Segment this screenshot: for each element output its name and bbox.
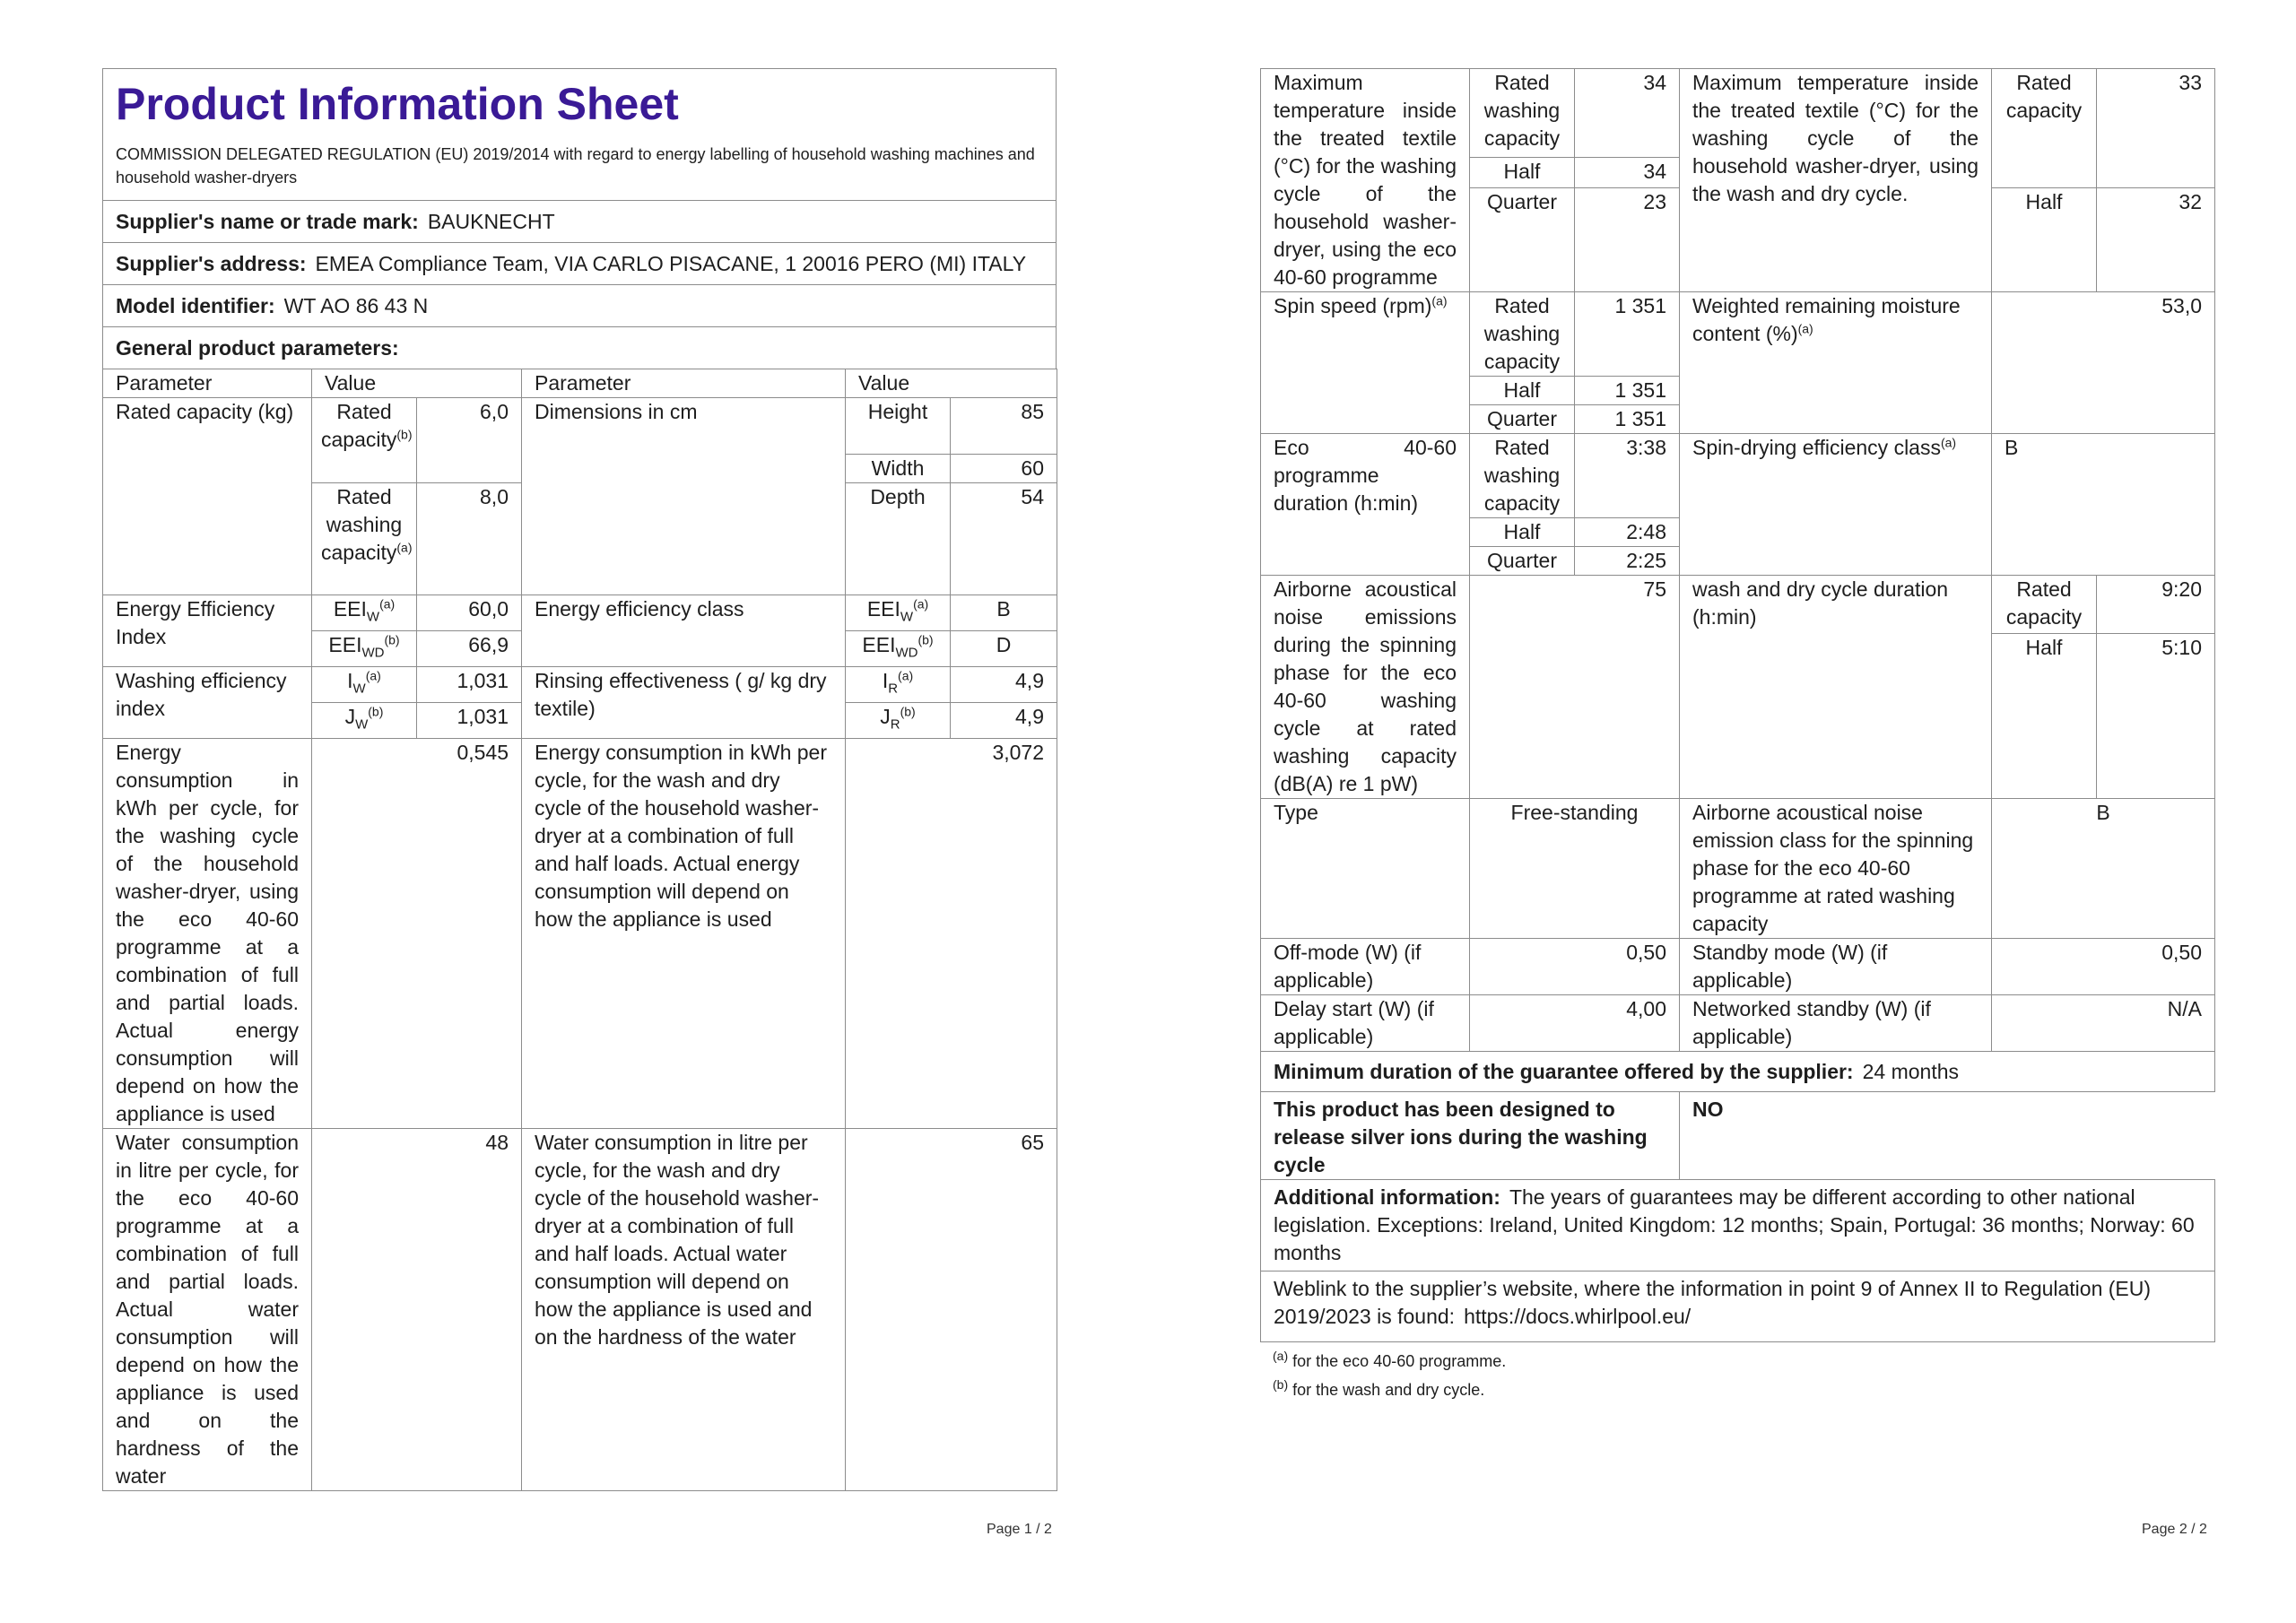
delay-value: 4,00 — [1470, 995, 1680, 1052]
water-cons-label: Water consumption in litre per cycle, for the eco 40-60 programme at a combination of full and partial loads. Actual water consumption will depend on how the appliance is used and on the hardness of the water — [103, 1129, 312, 1491]
page-2 — [1260, 68, 2214, 1405]
rinsing-label: Rinsing effectiveness ( g/ kg dry textile) — [522, 667, 846, 739]
noise-class-value: B — [1992, 799, 2215, 939]
page-number-1: Page 1 / 2 — [987, 1522, 1052, 1537]
table-row — [1261, 1271, 2215, 1342]
col-header-value: Value — [312, 369, 522, 398]
spin-speed-v3: 1 351 — [1575, 405, 1680, 434]
rated-capacity-label: Rated capacity (kg) — [103, 398, 312, 595]
water-cons-wd-label: Water consumption in litre per cycle, for the wash and dry cycle of the household washer-dryer at a combination of full and half loads. Actual water consumption will depend on how the appliance is used and on the hardness of the water — [522, 1129, 846, 1491]
washing-i-value: 1,031 — [417, 667, 522, 703]
guarantee-value: 24 months — [1862, 1060, 1960, 1083]
max-temp-wd-label: Maximum temperature inside the treated textile (°C) for the washing cycle of the household washer-dryer, using the wash and dry cycle. — [1680, 69, 1992, 292]
spin-speed-v1: 1 351 — [1575, 292, 1680, 377]
table-row — [103, 667, 1057, 703]
wd-duration-r2: Half — [1992, 633, 2097, 798]
water-cons-wd-value: 65 — [846, 1129, 1057, 1491]
washing-j-value: 1,031 — [417, 703, 522, 739]
max-temp-wd-v2: 32 — [2097, 187, 2215, 291]
rinsing-j-symbol: $J_R^{(b)}$ — [846, 703, 951, 739]
duration-v1: 3:38 — [1575, 434, 1680, 518]
depth-value: 54 — [951, 483, 1057, 595]
max-temp-w-r1: Rated washing capacity — [1470, 69, 1575, 158]
silver-label: This product has been designed to release silver ions during the washing cycle — [1261, 1092, 1680, 1180]
rated-washing-value: 8,0 — [417, 483, 522, 595]
spin-speed-r1: Rated washing capacity — [1470, 292, 1575, 377]
height-value: 85 — [951, 398, 1057, 455]
duration-r1: Rated washing capacity — [1470, 434, 1575, 518]
weblink-text: Weblink to the supplier’s website, where the information in point 9 of Annex II to Regulation (EU) 2019/2023 is found: — [1274, 1277, 2152, 1328]
networked-value: N/A — [1992, 995, 2215, 1052]
spin-class-value: B — [1992, 434, 2215, 576]
duration-v2: 2:48 — [1575, 518, 1680, 547]
header-block — [102, 68, 1057, 200]
regulation-text: COMMISSION DELEGATED REGULATION (EU) 2019/2014 with regard to energy labelling of household washing machines and household washer-dryers — [116, 145, 1035, 187]
guarantee-label: Minimum duration of the guarantee offered by the supplier: — [1274, 1060, 1854, 1083]
table-row — [103, 398, 1057, 455]
model-value: WT AO 86 43 N — [283, 294, 429, 317]
moisture-value: 53,0 — [1992, 292, 2215, 434]
water-cons-value: 48 — [312, 1129, 522, 1491]
additional-info — [1261, 1180, 2215, 1271]
eei-w-symbol: $EEI_W^{(a)}$ — [312, 595, 417, 631]
supplier-address-row — [102, 242, 1057, 284]
max-temp-w-label: Maximum temperature inside the treated textile (°C) for the washing cycle of the household washer-dryer, using the eco 40-60 programme — [1261, 69, 1470, 292]
footnote-b: $^{(b)}$ for the wash and dry cycle. — [1273, 1377, 1485, 1399]
table-row — [1261, 995, 2215, 1052]
class-wd-symbol: $EEI_{WD}^{(b)}$ — [846, 631, 951, 667]
table-row — [1261, 799, 2215, 939]
spin-class-label: Spin-drying efficiency class$^{(a)}$ — [1680, 434, 1992, 576]
params-table-page2 — [1260, 68, 2215, 1342]
general-params-label: General product parameters: — [116, 336, 399, 360]
max-temp-w-v1: 34 — [1575, 69, 1680, 158]
duration-v3: 2:25 — [1575, 547, 1680, 576]
wd-duration-v2: 5:10 — [2097, 633, 2215, 798]
spin-speed-v2: 1 351 — [1575, 377, 1680, 405]
model-row — [102, 284, 1057, 326]
col-header-parameter: Parameter — [103, 369, 312, 398]
eei-wd-value: 66,9 — [417, 631, 522, 667]
spin-speed-r3: Quarter — [1470, 405, 1575, 434]
width-value: 60 — [951, 455, 1057, 483]
table-row — [103, 739, 1057, 1129]
additional-text: The years of guarantees may be different according to other national legislation. Exceptions: Ireland, United Kingdom: 12 months; Spain, Portugal: 36 months; Norway: 60 months — [1274, 1185, 2195, 1264]
max-temp-w-v2: 34 — [1575, 158, 1680, 188]
washing-j-symbol: $J_W^{(b)}$ — [312, 703, 417, 739]
guarantee-row — [1261, 1052, 2215, 1092]
wd-duration-v1: 9:20 — [2097, 576, 2215, 634]
spin-speed-r2: Half — [1470, 377, 1575, 405]
duration-r3: Quarter — [1470, 547, 1575, 576]
rinsing-i-symbol: $I_R^{(a)}$ — [846, 667, 951, 703]
supplier-name-label: Supplier's name or trade mark: — [116, 210, 419, 233]
networked-label: Networked standby (W) (if applicable) — [1680, 995, 1992, 1052]
class-w-symbol: $EEI_W^{(a)}$ — [846, 595, 951, 631]
rinsing-j-value: 4,9 — [951, 703, 1057, 739]
col-header-value-2: Value — [846, 369, 1057, 398]
class-w-value: B — [951, 595, 1057, 631]
standby-value: 0,50 — [1992, 939, 2215, 995]
noise-class-label: Airborne acoustical noise emission class for the spinning phase for the eco 40-60 programme at rated washing capacity — [1680, 799, 1992, 939]
standby-label: Standby mode (W) (if applicable) — [1680, 939, 1992, 995]
max-temp-w-v3: 23 — [1575, 187, 1680, 291]
off-mode-label: Off-mode (W) (if applicable) — [1261, 939, 1470, 995]
max-temp-wd-v1: 33 — [2097, 69, 2215, 188]
table-row — [1261, 69, 2215, 158]
moisture-label: Weighted remaining moisture content (%)$^{(a)}$ — [1680, 292, 1992, 434]
rated-washing-subcell: Rated washing capacity$^{(a)}$ — [312, 483, 417, 595]
table-row — [1261, 1180, 2215, 1271]
table-row — [103, 595, 1057, 631]
noise-label: Airborne acoustical noise emissions during the spinning phase for the eco 40-60 washing cycle at rated washing capacity (dB(A) re 1 pW) — [1261, 576, 1470, 799]
supplier-address-label: Supplier's address: — [116, 252, 307, 275]
washing-eff-label: Washing efficiency index — [103, 667, 312, 739]
supplier-address-value: EMEA Compliance Team, VIA CARLO PISACANE, 1 20016 PERO (MI) ITALY — [315, 252, 1027, 275]
rinsing-i-value: 4,9 — [951, 667, 1057, 703]
max-temp-wd-r2: Half — [1992, 187, 2097, 291]
duration-label: Eco 40-60 programme duration (h:min) — [1261, 434, 1470, 576]
table-row — [1261, 1052, 2215, 1092]
table-row — [1261, 434, 2215, 518]
max-temp-w-r2: Half — [1470, 158, 1575, 188]
eei-w-value: 60,0 — [417, 595, 522, 631]
height-label: Height — [846, 398, 951, 455]
model-label: Model identifier: — [116, 294, 275, 317]
weblink-url[interactable]: https://docs.whirlpool.eu/ — [1464, 1305, 1692, 1328]
table-row — [1261, 939, 2215, 995]
rated-capacity-value: 6,0 — [417, 398, 522, 483]
width-label: Width — [846, 455, 951, 483]
delay-label: Delay start (W) (if applicable) — [1261, 995, 1470, 1052]
energy-cons-label: Energy consumption in kWh per cycle, for the washing cycle of the household washer-dryer, using the eco 40-60 programme at a combination of full and partial loads. Actual energy consumption will depend on how the appliance is used — [103, 739, 312, 1129]
page-number-2: Page 2 / 2 — [2142, 1522, 2207, 1537]
type-label: Type — [1261, 799, 1470, 939]
supplier-name-value: BAUKNECHT — [427, 210, 555, 233]
eei-label: Energy Efficiency Index — [103, 595, 312, 667]
table-row — [1261, 576, 2215, 634]
supplier-name-row — [102, 200, 1057, 242]
footnote-a: $^{(a)}$ for the eco 40-60 programme. — [1273, 1349, 1507, 1370]
general-params-row — [102, 326, 1057, 369]
eei-wd-symbol: $EEI_{WD}^{(b)}$ — [312, 631, 417, 667]
energy-cons-value: 0,545 — [312, 739, 522, 1129]
table-row — [1261, 1092, 2215, 1180]
table-row — [103, 1129, 1057, 1491]
params-table-page1 — [102, 369, 1057, 1491]
additional-label: Additional information: — [1274, 1185, 1500, 1209]
spin-speed-label: Spin speed (rpm)$^{(a)}$ — [1261, 292, 1470, 434]
type-value: Free-standing — [1470, 799, 1680, 939]
off-mode-value: 0,50 — [1470, 939, 1680, 995]
duration-r2: Half — [1470, 518, 1575, 547]
page-title: Product Information Sheet — [116, 79, 679, 129]
noise-value: 75 — [1470, 576, 1680, 799]
max-temp-wd-r1: Rated capacity — [1992, 69, 2097, 188]
silver-value: NO — [1680, 1092, 2215, 1180]
table-row — [1261, 292, 2215, 377]
energy-cons-wd-label: Energy consumption in kWh per cycle, for the wash and dry cycle of the household washer-dryer at a combination of full and half loads. Actual energy consumption will depend on how the appliance is used — [522, 739, 846, 1129]
table-header-row — [103, 369, 1057, 398]
page-1 — [102, 68, 1057, 1491]
class-wd-value: D — [951, 631, 1057, 667]
wd-duration-label: wash and dry cycle duration (h:min) — [1680, 576, 1992, 799]
max-temp-w-r3: Quarter — [1470, 187, 1575, 291]
col-header-parameter-2: Parameter — [522, 369, 846, 398]
footnotes — [1260, 1346, 2214, 1405]
dimensions-label: Dimensions in cm — [522, 398, 846, 595]
weblink-row — [1261, 1271, 2215, 1342]
rated-capacity-subcell: Rated capacity$^{(b)}$ — [312, 398, 417, 483]
energy-cons-wd-value: 3,072 — [846, 739, 1057, 1129]
wd-duration-r1: Rated capacity — [1992, 576, 2097, 634]
energy-class-label: Energy efficiency class — [522, 595, 846, 667]
depth-label: Depth — [846, 483, 951, 595]
washing-i-symbol: $I_W^{(a)}$ — [312, 667, 417, 703]
